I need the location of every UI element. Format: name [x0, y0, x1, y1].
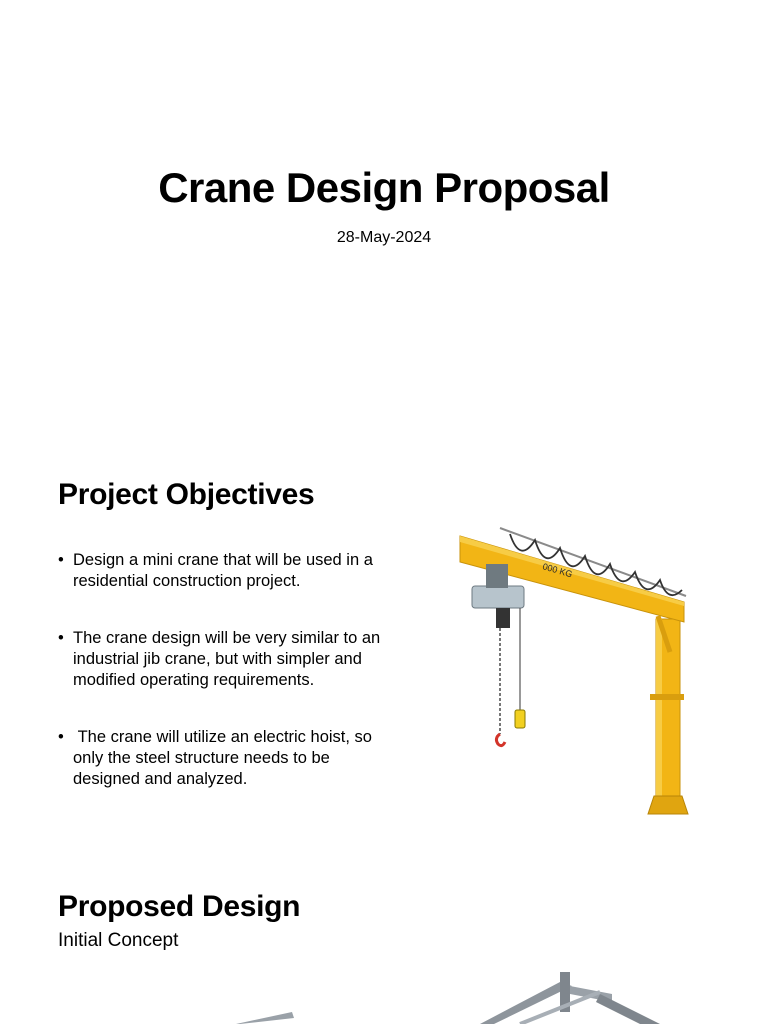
proposed-design-subtitle: Initial Concept: [58, 930, 179, 951]
objective-item: • Design a mini crane that will be used in a residential construction project.: [58, 550, 398, 592]
pendant-control-icon: [515, 710, 525, 728]
proposed-design-slide: [0, 864, 768, 1024]
jib-crane-image: [450, 524, 700, 824]
crane-base: [648, 796, 688, 814]
objectives-slide: [0, 432, 768, 864]
objective-item: • The crane will utilize an electric hoist, so only the steel structure needs to be designed and analyzed.: [58, 727, 398, 790]
objective-item: • The crane design will be very similar to an industrial jib crane, but with simpler and modified operating requirements.: [58, 628, 398, 691]
proposed-design-heading: Proposed Design: [58, 890, 301, 923]
title-slide: [0, 0, 768, 432]
beam-label: 000 KG: [541, 561, 574, 580]
objectives-list: [58, 550, 398, 790]
hook-icon: [496, 734, 505, 746]
objectives-heading: Project Objectives: [58, 478, 315, 511]
slide-date: 28-May-2024: [336, 229, 432, 246]
slide-title: Crane Design Proposal: [158, 164, 610, 211]
electric-hoist: [472, 586, 524, 608]
crane-frame-sketch: [0, 964, 768, 1024]
